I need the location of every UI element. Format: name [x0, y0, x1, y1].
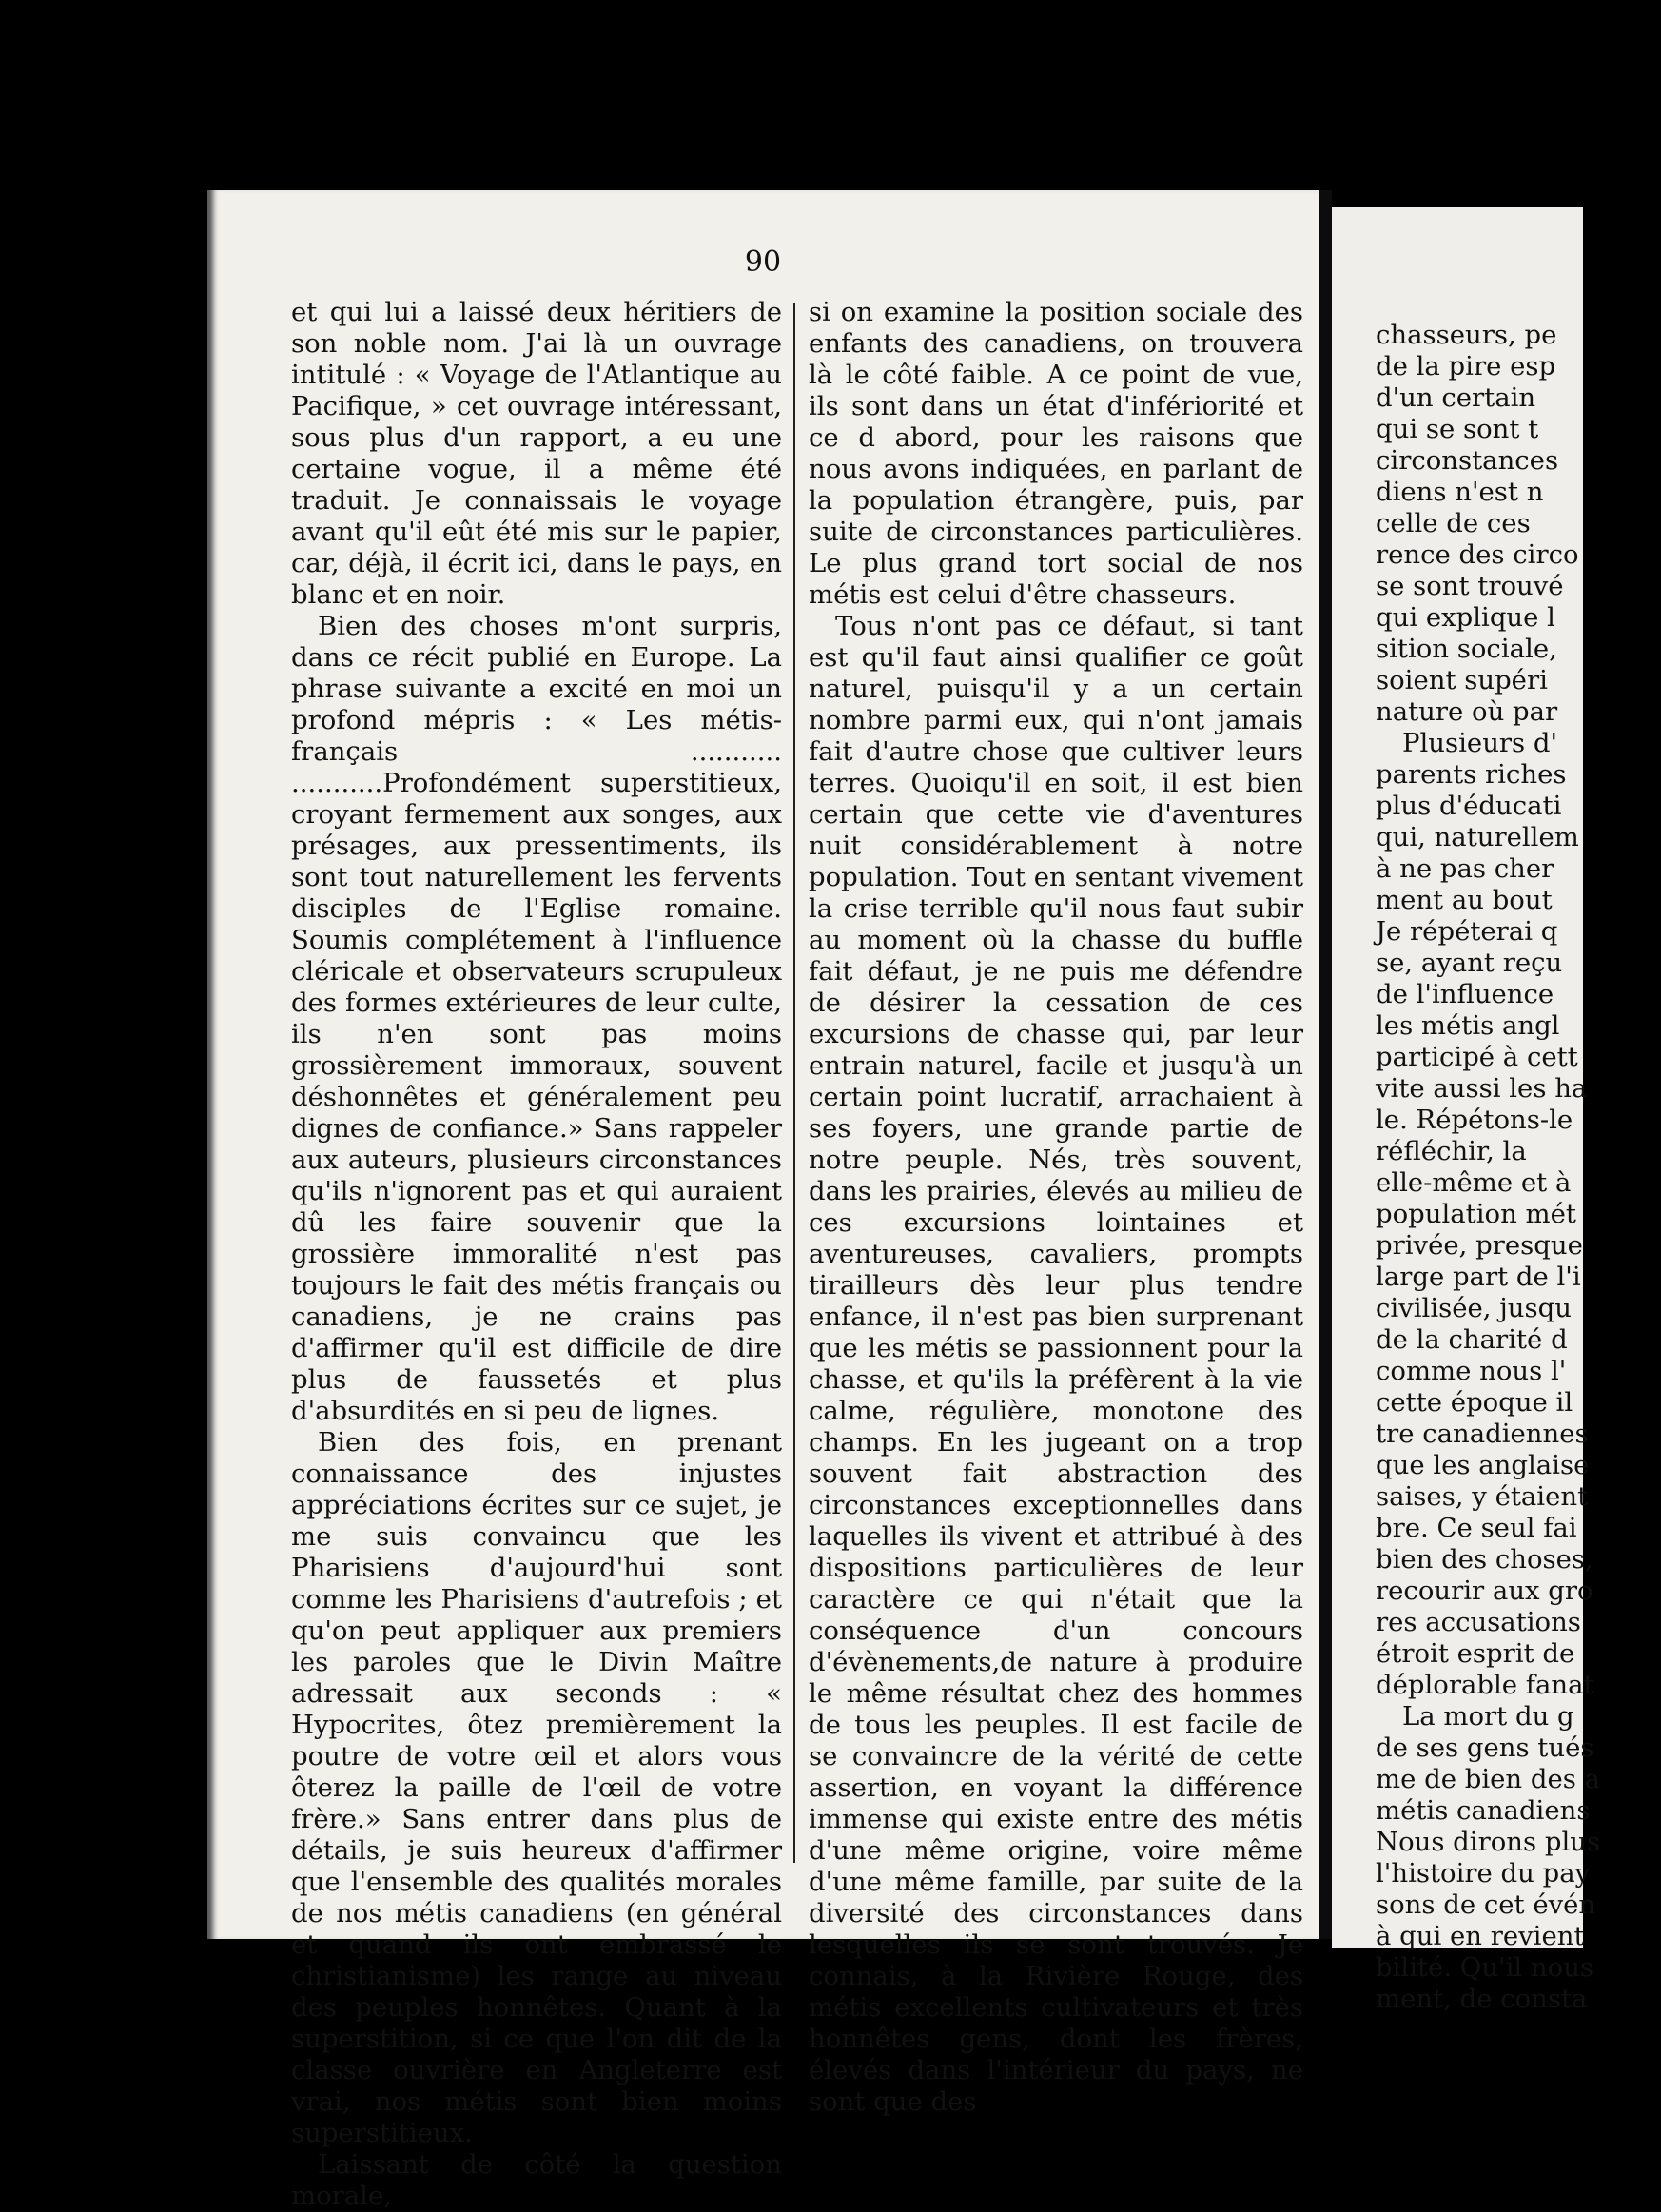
left-column — [291, 297, 782, 2212]
text-line: Je répéterai q — [1376, 916, 1558, 947]
text-line: tre canadiennes — [1376, 1419, 1589, 1449]
text-line: réfléchir, la — [1376, 1136, 1527, 1166]
text-line: de l'influence — [1376, 979, 1554, 1009]
next-page-fragment — [1332, 207, 1601, 2014]
text-line: plus d'éducati — [1376, 791, 1562, 821]
text-line: déplorable fanat — [1376, 1670, 1594, 1700]
text-line: à ne pas cher — [1376, 853, 1554, 884]
text-line: privée, presque — [1376, 1230, 1583, 1261]
text-line: de la pire esp — [1376, 351, 1556, 382]
text-line: que les anglaise — [1376, 1450, 1590, 1480]
text-line: participé à cett — [1376, 1042, 1578, 1072]
text-line: soient supéri — [1376, 665, 1548, 695]
text-line: La mort du g — [1402, 1701, 1574, 1732]
text-line: ment, de consta — [1376, 1984, 1588, 2014]
column-divider — [793, 303, 795, 1863]
text-line: les métis angl — [1376, 1010, 1560, 1041]
text-line: comme nous l' — [1376, 1356, 1567, 1386]
text-line: circonstances — [1376, 445, 1559, 476]
text-line: bre. Ce seul fai — [1376, 1513, 1577, 1543]
text-line: métis canadiens — [1376, 1795, 1591, 1826]
text-line: civilisée, jusqu — [1376, 1293, 1572, 1323]
text-line: diens n'est n — [1376, 477, 1544, 507]
text-line: se, ayant reçu — [1376, 948, 1563, 978]
paragraph: Bien des fois, en prenant connaissance des injustes appréciations écrites sur ce sujet, je me suis convaincu que les Pharisiens d'aujourd'hui sont comme les Pharisiens d'autrefois ; et qu'on peut appliquer aux premiers les paroles que le Divin Maître adressait aux seconds : « Hypocrites, ôtez premièrement la poutre de votre œil et alors vous ôterez la paille de l'œil de votre frère.» Sans entrer dans plus de détails, je suis heureux d'affirmer que l'ensemble des qualités morales de nos métis canadiens (en général et quand ils ont embrassé le christianisme) les range au niveau des peuples honnêtes. Quant à la superstition, si ce que l'on dit de la classe ouvrière en Angleterre est vrai, nos métis sont bien moins superstitieux. — [291, 1427, 782, 2148]
text-line: de ses gens tués — [1376, 1732, 1594, 1763]
paragraph: Bien des choses m'ont surpris, dans ce récit publié en Europe. La phrase suivante a excité en moi un profond mépris : « Les métis-français ........... ...........Profondément superstitieux, croyant fermement aux songes, aux présages, aux pressentiments, ils sont tout naturellement les fervents disciples de l'Eglise romaine. Soumis complétement à l'influence cléricale et observateurs scrupuleux des formes extérieures de leur culte, ils n'en sont pas moins grossièrement immoraux, souvent déshonnêtes et généralement peu dignes de confiance.» Sans rappeler aux auteurs, plusieurs circonstances qu'ils n'ignorent pas et qui auraient dû les faire souvenir que la grossière immoralité n'est pas toujours le fait des métis français ou canadiens, je ne crains pas d'affirmer qu'il est difficile de dire plus de faussetés et plus d'absurdités en si peu de lignes. — [291, 611, 782, 1426]
text-line: vite aussi les ha — [1376, 1073, 1588, 1104]
text-line: chasseurs, pe — [1376, 320, 1557, 350]
text-line: me de bien des a — [1376, 1764, 1600, 1794]
text-line: d'un certain — [1376, 382, 1536, 413]
text-line: population mét — [1376, 1199, 1576, 1229]
text-line: sons de cet évén — [1376, 1889, 1596, 1920]
text-line: l'histoire du pay — [1376, 1858, 1591, 1889]
text-line: sition sociale, — [1376, 634, 1557, 664]
text-line: le. Répétons-le — [1376, 1105, 1573, 1135]
paragraph: et qui lui a laissé deux héritiers de son noble nom. J'ai là un ouvrage intitulé : « Voyage de l'Atlantique au Pacifique, » cet ouvrage intéressant, sous plus d'un rapport, a eu une certaine vogue, il a même été traduit. Je connaissais le voyage avant qu'il eût été mis sur le papier, car, déjà, il écrit ici, dans le pays, en blanc et en noir. — [291, 297, 782, 610]
paragraph: Tous n'ont pas ce défaut, si tant est qu'il faut ainsi qualifier ce goût naturel, puisqu'il y a un certain nombre parmi eux, qui n'ont jamais fait d'autre chose que cultiver leurs terres. Quoiqu'il en soit, il est bien certain que cette vie d'aventures nuit considérablement à notre population. Tout en sentant vivement la crise terrible qu'il nous faut subir au moment où la chasse du buffle fait défaut, je ne puis me défendre de désirer la cessation de ces excursions de chasse qui, par leur entrain naturel, facile et jusqu'à un certain point lucratif, arrachaient à ses foyers, une grande partie de notre peuple. Nés, très souvent, dans les prairies, élevés au milieu de ces excursions lointaines et aventureuses, cavaliers, prompts tirailleurs dès leur plus tendre enfance, il n'est pas bien surprenant que les métis se passionnent pour la chasse, et qu'ils la préfèrent à la vie calme, régulière, monotone des champs. En les jugeant on a trop souvent fait abstraction des circonstances exceptionnelles dans laquelles ils vivent et attribué à des dispositions particulières de leur caractère ce qui n'était que la conséquence d'un concours d'évènements,de nature à produire le même résultat chez des hommes de tous les peuples. Il est facile de se convaincre de la vérité de cette assertion, en voyant la différence immense qui existe entre des métis d'une même origine, voire même d'une même famille, par suite de la diversité des circonstances dans lesquelles ils se sont trouvés. Je connais, à la Rivière Rouge, des métis excellents cultivateurs et très honnêtes gens, dont les frères, élevés dans l'intérieur du pays, ne sont que des — [809, 611, 1303, 2117]
text-line: res accusations — [1376, 1607, 1581, 1637]
text-line: bilité. Qu'il nous — [1376, 1952, 1594, 1983]
text-line: qui explique l — [1376, 602, 1555, 633]
text-line: à qui en revient — [1376, 1921, 1585, 1951]
text-line: elle-même et à — [1376, 1167, 1572, 1198]
text-line: recourir aux gro — [1376, 1576, 1593, 1606]
page-number: 90 — [744, 245, 782, 279]
next-page-column — [1376, 320, 1661, 2015]
text-line: parents riches — [1376, 759, 1567, 790]
paragraph: Laissant de côté la question morale, — [291, 2149, 782, 2211]
book-gutter — [1319, 190, 1332, 1939]
text-line: qui se sont t — [1376, 414, 1539, 444]
text-line: Nous dirons plus — [1376, 1827, 1601, 1857]
text-line: cette époque il — [1376, 1387, 1573, 1418]
text-line: saises, y étaient — [1376, 1481, 1589, 1512]
text-line: bien des choses, — [1376, 1544, 1593, 1575]
text-line: qui, naturellem — [1376, 822, 1579, 852]
text-line: nature où par — [1376, 696, 1558, 727]
paragraph: si on examine la position sociale des enfants des canadiens, on trouvera là le côté faible. A ce point de vue, ils sont dans un état d'infériorité et ce d abord, pour les raisons que nous avons indiquées, en parlant de la population étrangère, puis, par suite de circonstances particulières. Le plus grand tort social de nos métis est celui d'être chasseurs. — [809, 297, 1303, 610]
text-line: étroit esprit de — [1376, 1638, 1575, 1669]
text-line: de la charité d — [1376, 1324, 1568, 1355]
text-line: se sont trouvé — [1376, 571, 1564, 601]
book-page — [207, 190, 1319, 2211]
text-line: rence des circo — [1376, 539, 1579, 570]
text-line: large part de l'i — [1376, 1262, 1581, 1292]
text-line: ment au bout — [1376, 885, 1553, 915]
right-column — [809, 297, 1303, 2118]
text-line: celle de ces — [1376, 508, 1531, 538]
text-line: Plusieurs d' — [1402, 728, 1558, 758]
